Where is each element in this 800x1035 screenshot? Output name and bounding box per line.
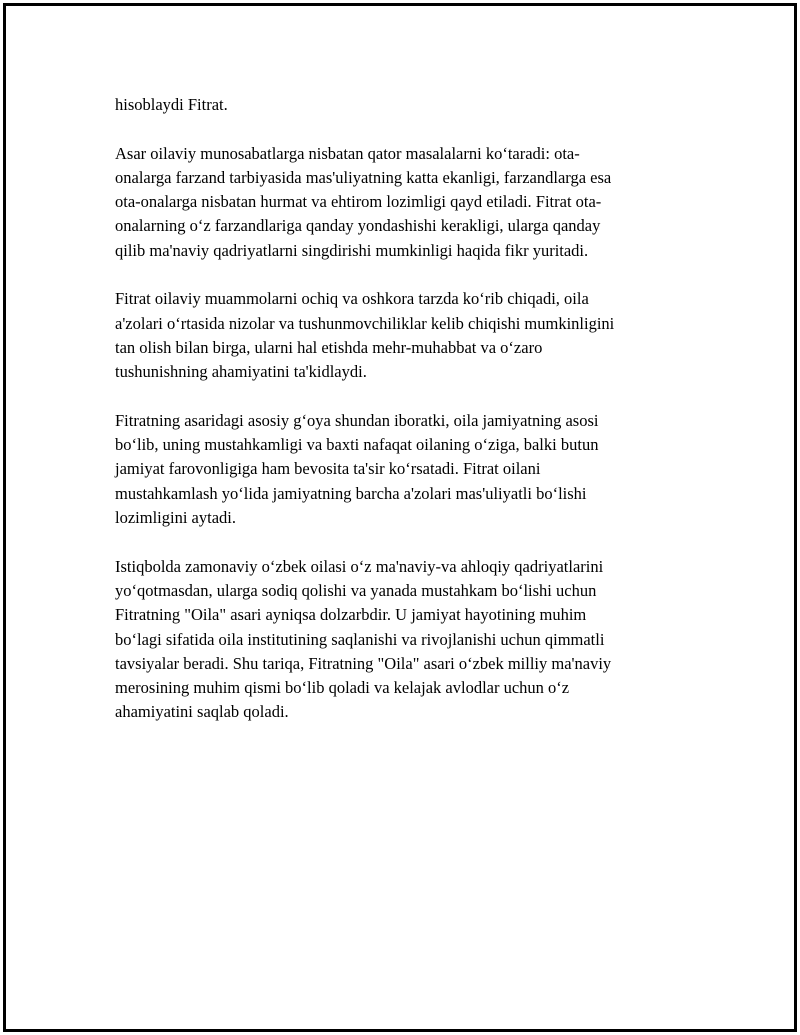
paragraph-5: Istiqbolda zamonaviy o‘zbek oilasi o‘z ma'naviy-va ahloqiy qadriyatlarini yo‘qotmasdan, ularga sodiq qolishi va yanada mustahkam bo‘lishi uchun Fitratning "Oila" asari ayniqsa dolzarbdir. U jamiyat hayotining muhim bo‘lagi sifatida oila institutining saqlanishi va rivojlanishi uchun qimmatli tavsiyalar beradi. Shu tariqa, Fitratning "Oila" asari o‘zbek milliy ma'naviy merosining muhim qismi bo‘lib qoladi va kelajak avlodlar uchun o‘z ahamiyatini saqlab qoladi. (115, 556, 612, 722)
paragraph-4: Fitratning asaridagi asosiy g‘oya shundan iboratki, oila jamiyatning asosi bo‘lib, uning mustahkamligi va baxti nafaqat oilaning o‘ziga, balki butun jamiyat farovonligiga ham bevosita ta'sir ko‘rsatadi. Fitrat oilani mustahkamlash yo‘lida jamiyatning barcha a'zolari mas'uliyatli bo‘lishi lozimligini aytadi. (115, 410, 599, 528)
paragraph-3: Fitrat oilaviy muammolarni ochiq va oshkora tarzda ko‘rib chiqadi, oila a'zolari o‘rtasida nizolar va tushunmovchiliklar kelib chiqishi mumkinligini tan olish bilan birga, ularni hal etishda mehr-muhabbat va o‘zaro tushunishning ahamiyatini ta'kidlaydi. (115, 289, 615, 382)
paragraph-1: hisoblaydi Fitrat. (115, 95, 228, 114)
paragraph-2: Asar oilaviy munosabatlarga nisbatan qator masalalarni ko‘taradi: ota- onalarga farzand tarbiyasida mas'uliyatning katta ekanligi, farzandlarga esa ota-onalarga nisbatan hurmat va ehtirom lozimligi qayd etiladi. Fitrat ota- onalarning o‘z farzandlariga qanday yondashishi kerakligi, ularga qanday qilib ma'naviy qadriyatlarni singdirishi mumkinligi haqida fikr yuritadi. (115, 143, 612, 260)
document-body (115, 93, 680, 749)
